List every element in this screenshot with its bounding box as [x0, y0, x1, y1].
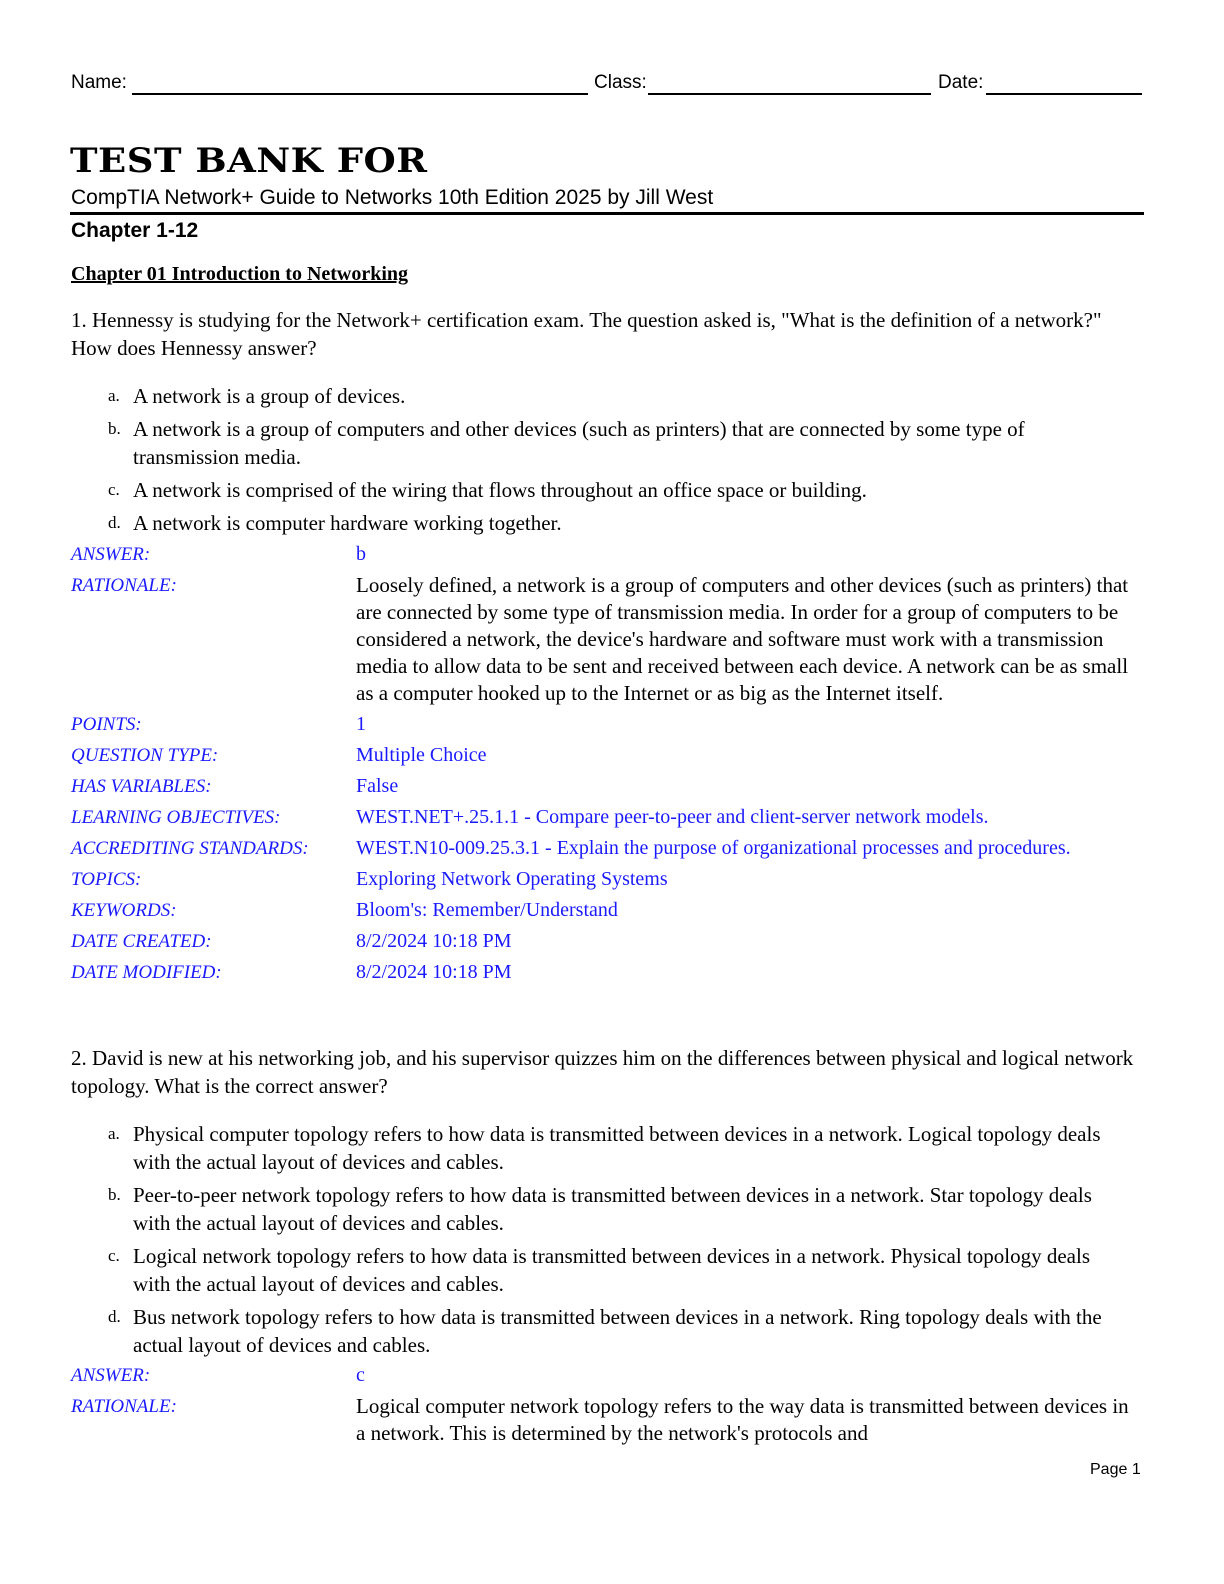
rationale-value: Logical computer network topology refers to the way data is transmitted between devices in a network. This is determined by the network's protocols and	[356, 1394, 1129, 1445]
student-info-header	[71, 72, 1142, 98]
title-divider	[70, 212, 1144, 215]
rationale-label: RATIONALE:	[71, 575, 177, 596]
date-created-row	[71, 928, 1151, 959]
option-letter: d.	[108, 513, 121, 532]
answer-label: ANSWER:	[71, 544, 151, 565]
question-1-text: 1. Hennessy is studying for the Network+ certification exam. The question asked is, "What is the definition of a network?" How does Hennessy answer?	[71, 308, 1102, 360]
question-2-metadata	[71, 1362, 1151, 1449]
date-blank-line	[986, 93, 1142, 95]
points-row	[71, 711, 1151, 742]
rationale-row	[71, 572, 1151, 707]
option-text: A network is comprised of the wiring that flows throughout an office space or building.	[133, 478, 867, 502]
question-1-metadata	[71, 541, 1151, 990]
points-label: POINTS:	[71, 714, 142, 735]
learning-objectives-row	[71, 804, 1151, 835]
option-c	[108, 1242, 1118, 1298]
option-letter: c.	[108, 1246, 120, 1265]
accrediting-standards-label: ACCREDITING STANDARDS:	[71, 838, 309, 859]
rationale-value: Loosely defined, a network is a group of computers and other devices (such as printers) that are connected by some type of transmission media. In order for a group of computers to be considered a network, the device's hardware and software must work with a transmission media to allow data to be sent and received between each device. A network can be as small as a computer hooked up to the Internet or as big as the Internet itself.	[356, 573, 1129, 705]
chapter-heading: Chapter 01 Introduction to Networking	[71, 263, 409, 285]
keywords-row	[71, 897, 1151, 928]
date-created-value: 8/2/2024 10:18 PM	[356, 930, 512, 952]
document-title: TEST BANK FOR	[70, 140, 428, 181]
option-a	[108, 1120, 1118, 1176]
question-type-value: Multiple Choice	[356, 744, 487, 766]
has-variables-row	[71, 773, 1151, 804]
option-text: Peer-to-peer network topology refers to how data is transmitted between devices in a network. Star topology deals with the actual layout of devices and cables.	[133, 1183, 1092, 1235]
page-number: Page 1	[1090, 1461, 1141, 1478]
question-type-row	[71, 742, 1151, 773]
answer-row	[71, 1362, 1151, 1393]
learning-objectives-label: LEARNING OBJECTIVES:	[71, 807, 281, 828]
question-1-options	[108, 382, 1118, 542]
date-modified-label: DATE MODIFIED:	[71, 962, 222, 983]
option-letter: a.	[108, 386, 120, 405]
topics-value: Exploring Network Operating Systems	[356, 868, 668, 890]
answer-value: b	[356, 543, 366, 565]
option-d	[108, 509, 1118, 537]
name-label: Name:	[71, 72, 127, 93]
chapter-range: Chapter 1-12	[71, 219, 199, 242]
date-modified-value: 8/2/2024 10:18 PM	[356, 961, 512, 983]
answer-row	[71, 541, 1151, 572]
learning-objectives-value: WEST.NET+.25.1.1 - Compare peer-to-peer and client-server network models.	[356, 806, 989, 828]
points-value: 1	[356, 713, 366, 735]
option-text: A network is a group of devices.	[133, 384, 406, 408]
topics-label: TOPICS:	[71, 869, 142, 890]
option-letter: d.	[108, 1307, 121, 1326]
rationale-label: RATIONALE:	[71, 1396, 177, 1417]
date-label: Date:	[938, 72, 984, 93]
has-variables-value: False	[356, 775, 399, 797]
name-blank-line	[132, 93, 588, 95]
option-d	[108, 1303, 1118, 1359]
option-text: Bus network topology refers to how data is transmitted between devices in a network. Ring topology deals with the actual layout of devices and cables.	[133, 1305, 1102, 1357]
option-c	[108, 476, 1118, 504]
rationale-row	[71, 1393, 1151, 1449]
option-b	[108, 415, 1118, 471]
accrediting-standards-row	[71, 835, 1151, 866]
option-a	[108, 382, 1118, 410]
keywords-value: Bloom's: Remember/Understand	[356, 899, 618, 921]
option-text: Logical network topology refers to how data is transmitted between devices in a network. Physical topology deals with the actual layout of devices and cables.	[133, 1244, 1091, 1296]
option-text: A network is a group of computers and other devices (such as printers) that are connected by some type of transmission media.	[133, 417, 1025, 469]
option-text: A network is computer hardware working together.	[133, 511, 562, 535]
answer-value: c	[356, 1364, 365, 1386]
question-type-label: QUESTION TYPE:	[71, 745, 219, 766]
option-text: Physical computer topology refers to how data is transmitted between devices in a network. Logical topology deals with the actual layout of devices and cables.	[133, 1122, 1101, 1174]
option-letter: c.	[108, 480, 120, 499]
answer-label: ANSWER:	[71, 1365, 151, 1386]
option-letter: b.	[108, 419, 121, 438]
option-letter: b.	[108, 1185, 121, 1204]
document-subtitle: CompTIA Network+ Guide to Networks 10th Edition 2025 by Jill West	[71, 186, 714, 209]
topics-row	[71, 866, 1151, 897]
class-label: Class:	[594, 72, 647, 93]
keywords-label: KEYWORDS:	[71, 900, 177, 921]
date-created-label: DATE CREATED:	[71, 931, 212, 952]
question-2-text: 2. David is new at his networking job, and his supervisor quizzes him on the differences between physical and logical network topology. What is the correct answer?	[71, 1046, 1134, 1098]
accrediting-standards-value: WEST.N10-009.25.3.1 - Explain the purpose of organizational processes and procedures.	[356, 837, 1071, 859]
option-b	[108, 1181, 1118, 1237]
option-letter: a.	[108, 1124, 120, 1143]
question-2-options	[108, 1120, 1118, 1364]
has-variables-label: HAS VARIABLES:	[71, 776, 212, 797]
class-blank-line	[648, 93, 931, 95]
date-modified-row	[71, 959, 1151, 990]
